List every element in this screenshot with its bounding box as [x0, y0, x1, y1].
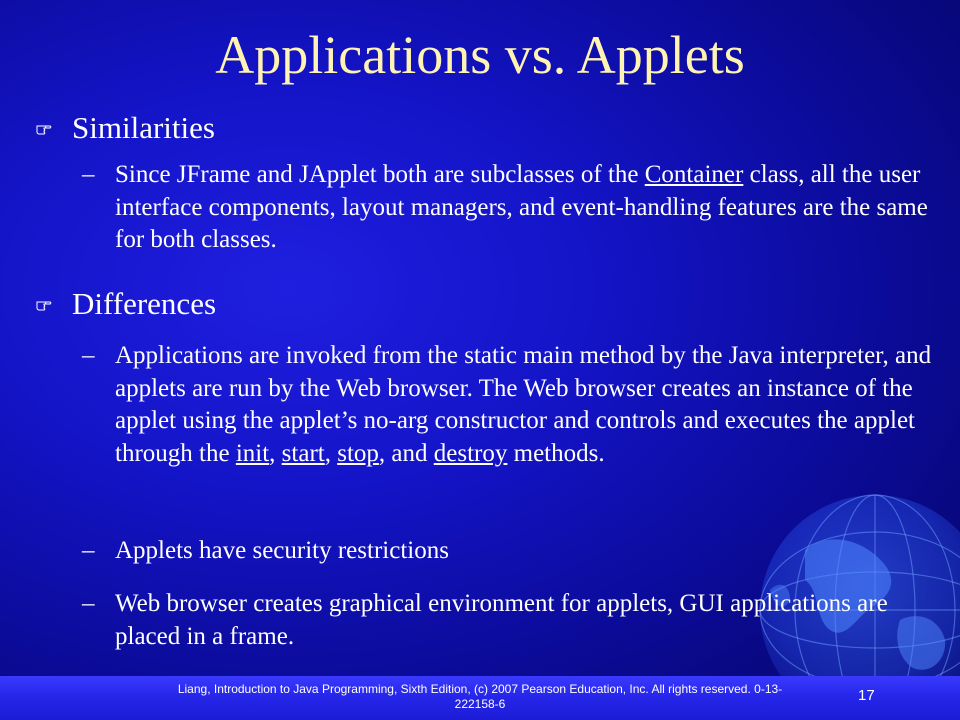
pointing-hand-icon — [36, 120, 52, 136]
keyword-container: Container — [644, 161, 744, 188]
slide-title: Applications vs. Applets — [215, 25, 745, 85]
similarities-item-1 — [82, 159, 942, 257]
dash-marker: – — [82, 590, 95, 617]
text-run: class, all the user interface components, layout managers, and event-handling features are the same for both classes. — [115, 161, 928, 253]
keyword-start: start — [281, 439, 325, 467]
text-run: , — [269, 439, 282, 467]
section-heading: Differences — [72, 286, 217, 321]
dash-marker: – — [82, 161, 95, 188]
differences-item-2 — [82, 535, 942, 568]
item-text: Applets have security restrictions — [115, 537, 449, 564]
dash-marker: – — [82, 537, 95, 564]
dash-marker: – — [82, 342, 95, 369]
text-run: Since JFrame and JApplet both are subclasses of the — [115, 161, 645, 188]
differences-item-3 — [82, 588, 942, 653]
text-run: , and — [378, 439, 434, 467]
pointing-hand-icon — [36, 296, 52, 312]
differences-item-1 — [82, 340, 942, 470]
text-run: methods. — [507, 439, 605, 467]
keyword-init: init — [235, 439, 270, 467]
globe-icon — [735, 470, 960, 700]
text-run: , — [324, 439, 338, 467]
item-text: Web browser creates graphical environment for applets, GUI applications are placed in a frame. — [115, 590, 888, 650]
keyword-destroy: destroy — [433, 439, 508, 467]
item-text — [115, 340, 942, 470]
section-heading: Similarities — [72, 110, 215, 145]
bullet-similarities — [36, 110, 215, 146]
text-run: Applications are invoked from the static main method by the Java interpreter, and applets are run by the Web browser. The Web browser creates an instance of the applet using the applet’s no-arg constructor and controls and executes the applet through the — [115, 342, 932, 467]
footer-copyright: Liang, Introduction to Java Programming, Sixth Edition, (c) 2007 Pearson Education, Inc. All rights reserved. 0-13-222158-6 — [177, 682, 783, 711]
keyword-stop: stop — [337, 439, 379, 467]
page-number: 17 — [858, 687, 875, 704]
bullet-differences — [36, 286, 216, 322]
item-text — [115, 159, 942, 257]
